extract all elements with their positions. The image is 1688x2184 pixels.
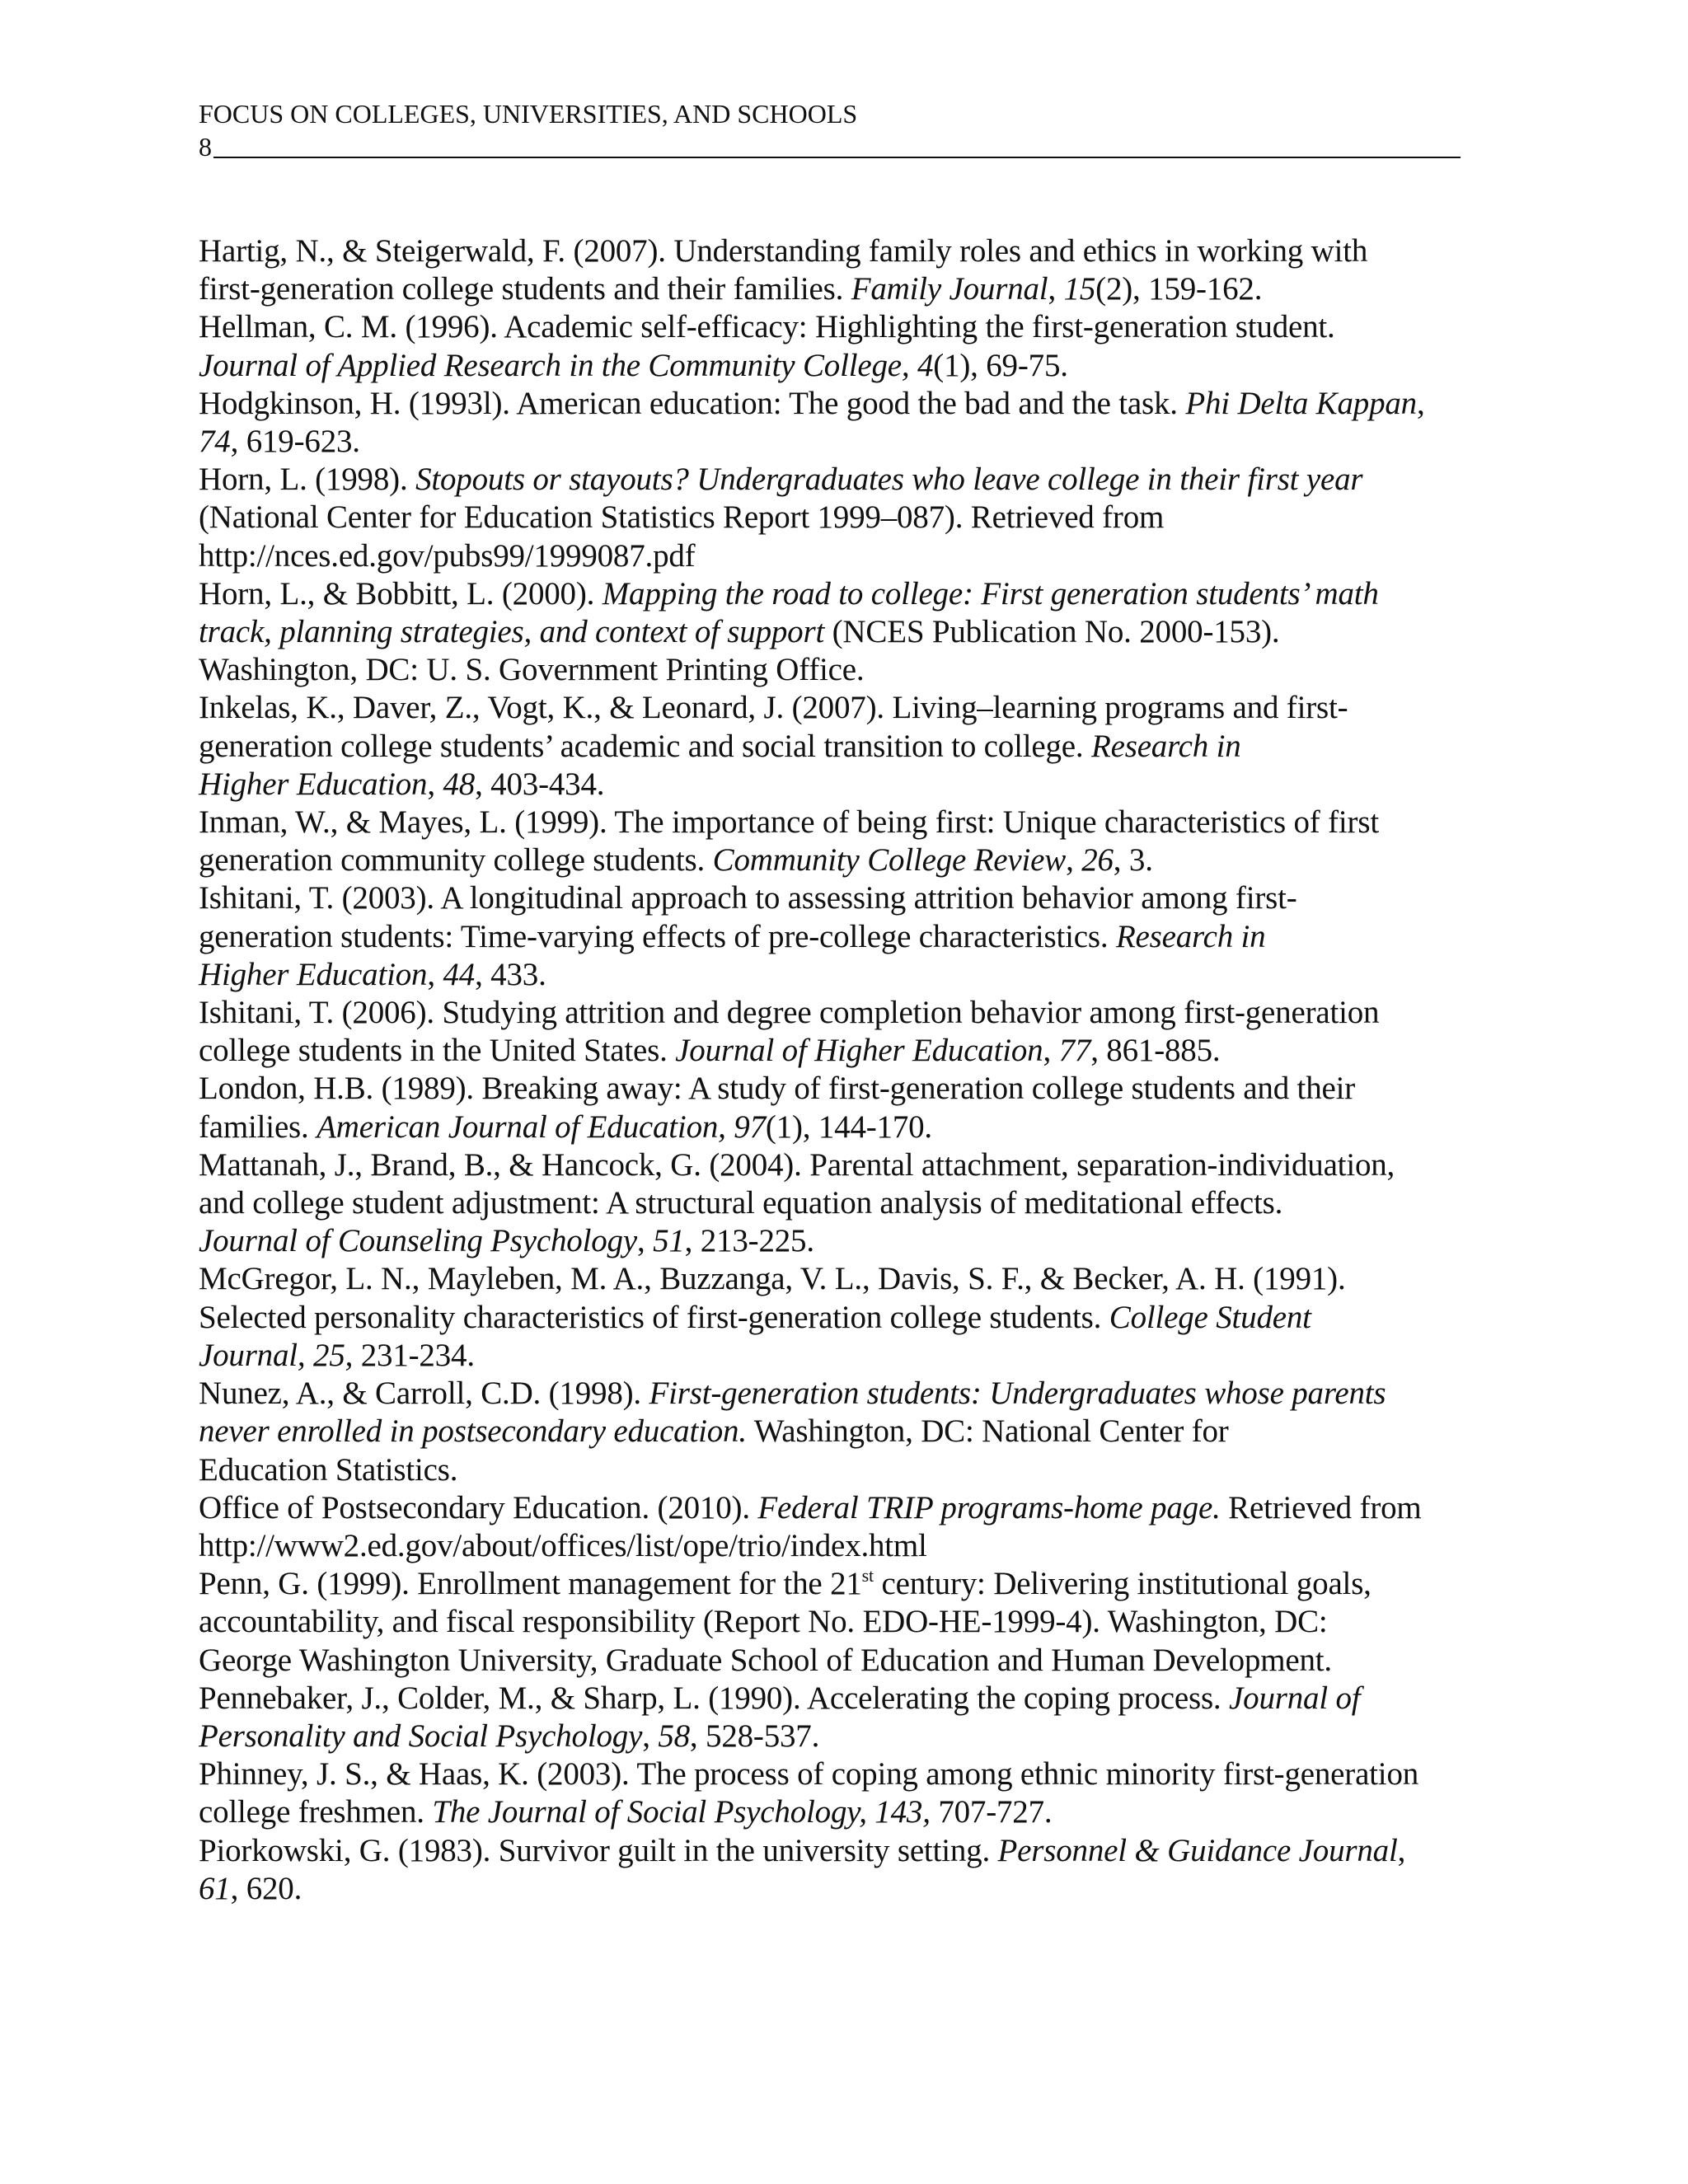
reference-entry bbox=[199, 1680, 1497, 1755]
italic-text: 74 bbox=[199, 424, 231, 460]
reference-line bbox=[199, 879, 1497, 917]
reference-entry bbox=[199, 308, 1497, 384]
reference-text: Pennebaker, J., Colder, M., & Sharp, L. (1990). Accelerating the coping process. bbox=[199, 1680, 1230, 1716]
reference-text: and college student adjustment: A structural equation analysis of meditational effects. bbox=[199, 1185, 1283, 1221]
italic-text: Community College Review bbox=[712, 842, 1067, 879]
reference-line bbox=[199, 728, 1497, 766]
italic-text: Family Journal bbox=[851, 271, 1048, 307]
italic-text: 51 bbox=[653, 1223, 685, 1259]
reference-text: http://www2.ed.gov/about/offices/list/ope/trio/index.html bbox=[199, 1527, 927, 1563]
reference-line bbox=[199, 1680, 1497, 1718]
italic-text: 58 bbox=[658, 1718, 690, 1754]
italic-text: track, planning strategies, and context of support bbox=[199, 614, 825, 650]
page-number: 8 bbox=[199, 132, 212, 162]
reference-line bbox=[199, 270, 1497, 308]
italic-text: Phi Delta Kappan bbox=[1185, 385, 1417, 421]
reference-text: Retrieved from bbox=[1220, 1489, 1422, 1526]
reference-text: generation community college students. bbox=[199, 842, 713, 879]
reference-text: Mattanah, J., Brand, B., & Hancock, G. (2004). Parental attachment, separation-individuation, bbox=[199, 1146, 1395, 1183]
reference-line bbox=[199, 499, 1497, 537]
reference-text: (2), 159-162. bbox=[1095, 271, 1263, 307]
italic-text: 15 bbox=[1063, 271, 1096, 307]
reference-entry bbox=[199, 1755, 1497, 1831]
reference-line bbox=[199, 1070, 1497, 1108]
reference-text: Hodgkinson, H. (1993l). American education: The good the bad and the task. bbox=[199, 385, 1186, 421]
reference-text: (NCES Publication No. 2000-153). bbox=[824, 614, 1280, 650]
reference-text: accountability, and fiscal responsibility (Report No. EDO-HE-1999-4). Washington, DC: bbox=[199, 1604, 1328, 1640]
reference-line bbox=[199, 423, 1497, 461]
italic-text: Stopouts or stayouts? Undergraduates who leave college in their first year bbox=[415, 462, 1363, 498]
reference-text: London, H.B. (1989). Breaking away: A study of first-generation college students and their bbox=[199, 1071, 1356, 1107]
reference-text: Selected personality characteristics of first-generation college students. bbox=[199, 1299, 1109, 1335]
italic-text: Mapping the road to college: First generation students’ math bbox=[602, 575, 1379, 612]
reference-text: century: Delivering institutional goals, bbox=[873, 1566, 1372, 1602]
reference-text: , 528-537. bbox=[689, 1718, 820, 1754]
reference-line bbox=[199, 1451, 1497, 1489]
italic-text: 26 bbox=[1081, 842, 1114, 879]
reference-text: generation college students’ academic and social transition to college. bbox=[199, 728, 1091, 764]
reference-text: 231-234. bbox=[353, 1337, 475, 1373]
italic-text: Research in bbox=[1090, 728, 1241, 764]
reference-text: Phinney, J. S., & Haas, K. (2003). The process of coping among ethnic minority first-generation bbox=[199, 1756, 1419, 1793]
reference-text: Nunez, A., & Carroll, C.D. (1998). bbox=[199, 1376, 649, 1412]
reference-text: Penn, G. (1999). Enrollment management for the 21 bbox=[199, 1566, 862, 1602]
reference-entry bbox=[199, 1070, 1497, 1146]
italic-text: 77 bbox=[1058, 1033, 1091, 1069]
reference-entry bbox=[199, 575, 1497, 690]
reference-line bbox=[199, 1299, 1497, 1337]
reference-text: Office of Postsecondary Education. (2010). bbox=[199, 1489, 758, 1526]
reference-line bbox=[199, 1870, 1497, 1908]
reference-text: , bbox=[1048, 271, 1064, 307]
reference-text: , 213-225. bbox=[684, 1223, 814, 1259]
reference-text: George Washington University, Graduate School of Education and Human Development. bbox=[199, 1642, 1332, 1678]
reference-line bbox=[199, 575, 1497, 613]
reference-line bbox=[199, 1755, 1497, 1793]
italic-text: Journal of Applied Research in the Community College, 4 bbox=[199, 347, 934, 383]
reference-text: , bbox=[1416, 385, 1425, 421]
italic-text: 44 bbox=[443, 956, 476, 992]
reference-entry bbox=[199, 879, 1497, 994]
italic-text: Federal TRIP programs-home page. bbox=[757, 1489, 1221, 1526]
reference-line bbox=[199, 689, 1497, 727]
reference-line bbox=[199, 1642, 1497, 1680]
reference-line bbox=[199, 1184, 1497, 1222]
reference-text: Piorkowski, G. (1983). Survivor guilt in the university setting. bbox=[199, 1832, 998, 1868]
italic-text: Journal, 25, bbox=[199, 1337, 354, 1373]
reference-line bbox=[199, 1413, 1497, 1451]
reference-entry bbox=[199, 1146, 1497, 1261]
reference-text: (1), 69-75. bbox=[933, 347, 1068, 383]
reference-line bbox=[199, 537, 1497, 575]
reference-entry bbox=[199, 1375, 1497, 1489]
reference-entry bbox=[199, 689, 1497, 804]
reference-line bbox=[199, 232, 1497, 270]
reference-line bbox=[199, 1222, 1497, 1260]
reference-text: , bbox=[636, 1223, 654, 1259]
reference-text: Washington, DC: National Center for bbox=[746, 1413, 1229, 1450]
reference-text: , 3. bbox=[1113, 842, 1153, 879]
reference-text: Hellman, C. M. (1996). Academic self-efficacy: Highlighting the first-generation student. bbox=[199, 309, 1335, 345]
reference-line bbox=[199, 1337, 1497, 1375]
reference-entry bbox=[199, 994, 1497, 1070]
reference-line bbox=[199, 1032, 1497, 1070]
reference-line bbox=[199, 1565, 1497, 1603]
reference-entry bbox=[199, 1832, 1497, 1908]
reference-text: , bbox=[427, 766, 443, 802]
reference-line bbox=[199, 1108, 1497, 1146]
reference-text: McGregor, L. N., Mayleben, M. A., Buzzanga, V. L., Davis, S. F., & Becker, A. H. (1991). bbox=[199, 1261, 1346, 1297]
italic-text: Journal of bbox=[1229, 1680, 1361, 1716]
italic-text: 61 bbox=[199, 1870, 231, 1906]
reference-text: , bbox=[1043, 1033, 1059, 1069]
reference-text: Education Statistics. bbox=[199, 1451, 458, 1488]
italic-text: American Journal of Education, 97 bbox=[316, 1108, 766, 1145]
reference-text: Ishitani, T. (2006). Studying attrition and degree completion behavior among first-generation bbox=[199, 995, 1380, 1031]
italic-text: never enrolled in postsecondary education. bbox=[199, 1413, 747, 1450]
italic-text: College Student bbox=[1109, 1299, 1311, 1335]
reference-entry bbox=[199, 461, 1497, 575]
reference-text: , 861-885. bbox=[1090, 1033, 1221, 1069]
reference-text: college freshmen. bbox=[199, 1794, 433, 1830]
reference-line bbox=[199, 1603, 1497, 1641]
page-header bbox=[199, 97, 1461, 163]
reference-line bbox=[199, 1718, 1497, 1755]
reference-entry bbox=[199, 385, 1497, 461]
italic-text: First-generation students: Undergraduates whose parents bbox=[649, 1376, 1386, 1412]
reference-text: , 403-434. bbox=[475, 766, 605, 802]
italic-text: Personality and Social Psychology bbox=[199, 1718, 643, 1754]
reference-line bbox=[199, 1489, 1497, 1527]
reference-text: , 619-623. bbox=[230, 424, 360, 460]
italic-text: Research in bbox=[1115, 918, 1266, 954]
reference-text: Hartig, N., & Steigerwald, F. (2007). Understanding family roles and ethics in working with bbox=[199, 233, 1368, 269]
reference-text: (National Center for Education Statistics Report 1999–087). Retrieved from bbox=[199, 499, 1165, 536]
reference-line bbox=[199, 841, 1497, 879]
reference-line bbox=[199, 461, 1497, 499]
reference-text: (1), 144-170. bbox=[765, 1108, 932, 1145]
reference-line bbox=[199, 613, 1497, 651]
reference-entry bbox=[199, 804, 1497, 879]
reference-entry bbox=[199, 1260, 1497, 1375]
reference-line bbox=[199, 1832, 1497, 1870]
reference-list bbox=[199, 232, 1497, 1908]
reference-text: 707-727. bbox=[930, 1794, 1053, 1830]
header-rule bbox=[199, 157, 1461, 158]
reference-line bbox=[199, 1375, 1497, 1413]
reference-text: generation students: Time-varying effects of pre-college characteristics. bbox=[199, 918, 1116, 954]
italic-text: Higher Education bbox=[199, 956, 428, 992]
reference-line bbox=[199, 1793, 1497, 1831]
reference-text: , bbox=[1397, 1832, 1406, 1868]
reference-line bbox=[199, 956, 1497, 994]
reference-text: Horn, L., & Bobbitt, L. (2000). bbox=[199, 575, 603, 612]
reference-line bbox=[199, 804, 1497, 841]
reference-line bbox=[199, 347, 1497, 385]
reference-text: Washington, DC: U. S. Government Printing Office. bbox=[199, 652, 865, 688]
reference-text: Ishitani, T. (2003). A longitudinal approach to assessing attrition behavior among first- bbox=[199, 880, 1297, 916]
reference-text: , bbox=[427, 956, 443, 992]
reference-text: Inkelas, K., Daver, Z., Vogt, K., & Leonard, J. (2007). Living–learning programs and first- bbox=[199, 690, 1348, 726]
reference-line bbox=[199, 1146, 1497, 1184]
reference-text: http://nces.ed.gov/pubs99/1999087.pdf bbox=[199, 537, 696, 574]
reference-line bbox=[199, 766, 1497, 804]
reference-line bbox=[199, 385, 1497, 423]
reference-line bbox=[199, 308, 1497, 346]
reference-text: , bbox=[1066, 842, 1082, 879]
reference-line bbox=[199, 1527, 1497, 1565]
reference-line bbox=[199, 1260, 1497, 1298]
italic-text: Journal of Counseling Psychology bbox=[199, 1223, 637, 1259]
italic-text: Personnel & Guidance Journal bbox=[997, 1832, 1398, 1868]
reference-entry bbox=[199, 232, 1497, 308]
reference-text: , 433. bbox=[475, 956, 546, 992]
reference-line bbox=[199, 651, 1497, 689]
reference-text: Horn, L. (1998). bbox=[199, 462, 416, 498]
superscript-text: st bbox=[861, 1565, 874, 1586]
reference-line bbox=[199, 918, 1497, 956]
reference-text: college students in the United States. bbox=[199, 1033, 676, 1069]
running-header-title: FOCUS ON COLLEGES, UNIVERSITIES, AND SCHOOLS bbox=[199, 99, 858, 129]
italic-text: Journal of Higher Education bbox=[675, 1033, 1043, 1069]
reference-line bbox=[199, 994, 1497, 1032]
reference-entry bbox=[199, 1489, 1497, 1565]
italic-text: The Journal of Social Psychology, 143, bbox=[432, 1794, 931, 1830]
reference-text: Inman, W., & Mayes, L. (1999). The importance of being first: Unique characteristics of first bbox=[199, 804, 1379, 841]
reference-entry bbox=[199, 1565, 1497, 1680]
reference-text: families. bbox=[199, 1108, 317, 1145]
header-page-line bbox=[199, 130, 1461, 163]
reference-text: , bbox=[642, 1718, 659, 1754]
italic-text: 48 bbox=[443, 766, 476, 802]
reference-text: first-generation college students and their families. bbox=[199, 271, 851, 307]
italic-text: Higher Education bbox=[199, 766, 428, 802]
reference-text: , 620. bbox=[230, 1870, 302, 1906]
